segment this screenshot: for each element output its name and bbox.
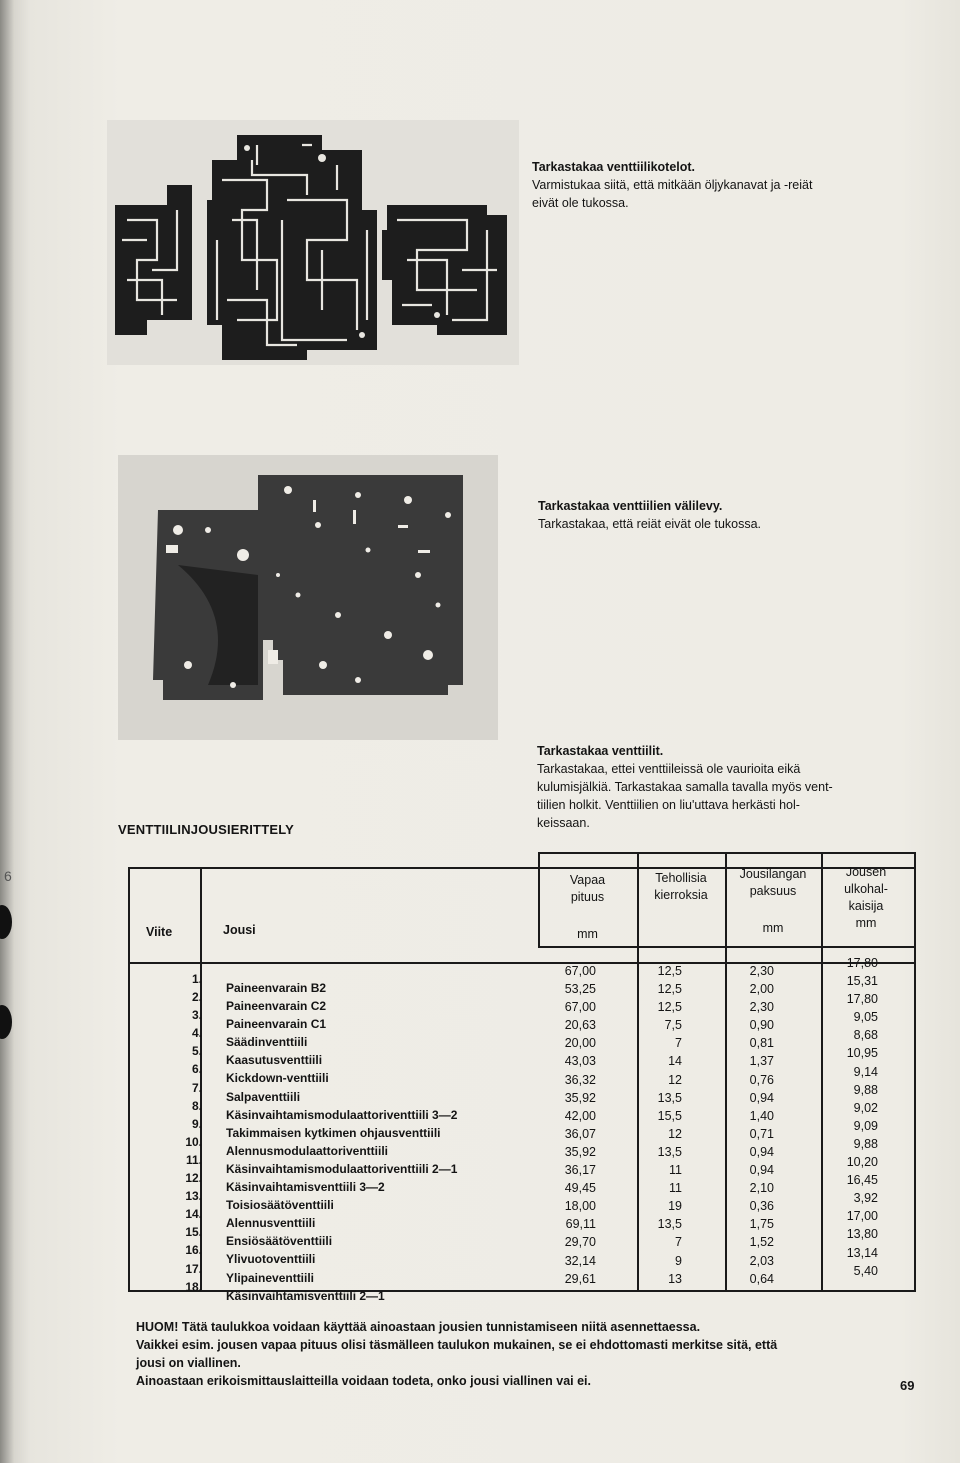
table-cell-ulkohalkaisija: 9,09 (853, 1118, 878, 1133)
table-cell-jousilangan: 2,30 (749, 964, 774, 978)
table-cell-viite: 10. (185, 1134, 202, 1149)
caption-title: Tarkastakaa venttiilikotelot. (532, 160, 696, 174)
column-jousi (226, 979, 556, 1305)
header-line: Jousilangan (739, 867, 807, 881)
caption-line: tiilien holkit. Venttiilien on liu'uttava herkästi hol- (537, 798, 800, 812)
table-cell-viite: 2. (191, 990, 202, 1005)
table-cell-viite: 18. (185, 1279, 202, 1294)
table-cell-viite: 8. (191, 1098, 202, 1113)
table-cell-ulkohalkaisija: 17,80 (846, 992, 878, 1007)
table-cell-jousilangan: 2,00 (749, 982, 774, 997)
column-jousilangan-paksuus (728, 962, 774, 1288)
table-cell-tehollisia: 19 (668, 1199, 682, 1214)
header-line: ulkohal- (844, 882, 888, 896)
table-cell-vapaa-pituus: 32,14 (564, 1253, 596, 1268)
column-divider (725, 852, 727, 1290)
table-cell-jousilangan: 0,71 (749, 1126, 774, 1141)
table-cell-ulkohalkaisija: 15,31 (846, 974, 878, 989)
table-cell-ulkohalkaisija: 9,88 (853, 1136, 878, 1151)
table-cell-jousi: Paineenvarain C1 (226, 1017, 327, 1032)
caption-line: keissaan. (537, 816, 590, 830)
table-cell-jousilangan: 0,36 (749, 1199, 774, 1214)
header-jousi: Jousi (223, 923, 256, 937)
table-cell-vapaa-pituus: 20,63 (564, 1018, 596, 1033)
table-cell-jousi: Käsinvaihtamismodulaattoriventtiili 3—2 (226, 1107, 458, 1122)
table-cell-jousilangan: 2,10 (749, 1181, 774, 1196)
caption-title: Tarkastakaa venttiilien välilevy. (538, 499, 723, 513)
table-cell-vapaa-pituus: 49,45 (564, 1181, 596, 1196)
header-line: Tehollisia (655, 871, 707, 885)
table-cell-ulkohalkaisija: 5,40 (853, 1263, 878, 1278)
table-cell-jousi: Paineenvarain C2 (226, 999, 327, 1014)
table-cell-vapaa-pituus: 67,00 (564, 1000, 596, 1015)
table-cell-viite: 15. (185, 1225, 202, 1240)
caption-line: Tarkastakaa, että reiät eivät ole tukossa. (538, 517, 762, 531)
table-cell-vapaa-pituus: 18,00 (564, 1199, 596, 1214)
table-cell-jousi: Alennusmodulaattoriventtiili (226, 1143, 389, 1158)
table-cell-jousi: Kaasutusventtiili (226, 1053, 323, 1068)
table-cell-ulkohalkaisija: 17,80 (846, 956, 878, 970)
table-cell-jousi: Säädinventtiili (226, 1035, 308, 1050)
table-cell-viite: 9. (191, 1116, 202, 1131)
table-cell-jousilangan: 1,75 (749, 1217, 774, 1232)
caption-valves (537, 742, 833, 832)
table-cell-tehollisia: 12 (668, 1072, 682, 1087)
table-cell-ulkohalkaisija: 9,14 (853, 1064, 878, 1079)
table-cell-jousi: Käsinvaihtamisventtiili 3—2 (226, 1180, 385, 1195)
header-line: Vapaa (569, 873, 606, 887)
header-jousilangan-unit: mm (762, 921, 784, 935)
caption-title: Tarkastakaa venttiilit. (537, 744, 664, 758)
table-cell-tehollisia: 13,5 (657, 1090, 682, 1105)
table-cell-jousi: Ylivuotoventtiili (226, 1252, 316, 1267)
table-cell-viite: 4. (191, 1026, 202, 1041)
table-cell-tehollisia: 7 (675, 1235, 682, 1250)
caption-separator-plate (538, 497, 761, 533)
table-cell-vapaa-pituus: 53,25 (564, 982, 596, 997)
table-cell-jousilangan: 0,94 (749, 1090, 774, 1105)
table-cell-viite: 6. (191, 1062, 202, 1077)
table-cell-jousilangan: 0,94 (749, 1163, 774, 1178)
table-cell-ulkohalkaisija: 13,80 (846, 1227, 878, 1242)
table-cell-vapaa-pituus: 67,00 (564, 964, 596, 978)
valve-body-photo (107, 120, 519, 365)
caption-line: eivät ole tukossa. (532, 196, 629, 210)
table-cell-tehollisia: 12,5 (657, 964, 682, 978)
caption-line: kulumisjälkiä. Tarkastakaa samalla tavalla myös vent- (537, 780, 833, 794)
table-cell-viite: 3. (191, 1008, 202, 1023)
table-cell-tehollisia: 13,5 (657, 1217, 682, 1232)
table-cell-tehollisia: 9 (675, 1253, 682, 1268)
table-cell-viite: 14. (185, 1207, 202, 1222)
note-block (136, 1318, 896, 1390)
table-cell-vapaa-pituus: 20,00 (564, 1036, 596, 1051)
table-cell-jousilangan: 1,52 (749, 1235, 774, 1250)
table-cell-jousi: Alennusventtiili (226, 1216, 316, 1231)
column-vapaa-pituus (540, 962, 596, 1288)
table-cell-jousi: Ylipaineventtiili (226, 1270, 315, 1285)
header-separator (128, 962, 914, 964)
table-cell-tehollisia: 12,5 (657, 982, 682, 997)
table-cell-ulkohalkaisija: 9,05 (853, 1010, 878, 1025)
table-cell-jousilangan: 0,94 (749, 1144, 774, 1159)
table-cell-ulkohalkaisija: 10,20 (846, 1155, 878, 1170)
section-title: VENTTIILINJOUSIERITTELY (118, 822, 295, 837)
table-cell-jousilangan: 2,30 (749, 1000, 774, 1015)
header-viite: Viite (146, 925, 173, 939)
header-line: Jousen (845, 865, 887, 879)
table-cell-vapaa-pituus: 69,11 (565, 1217, 596, 1232)
table-cell-tehollisia: 13 (668, 1271, 682, 1286)
margin-mark: 6 (4, 868, 12, 884)
table-cell-jousi: Salpaventtiili (226, 1089, 301, 1104)
table-cell-jousi: Toisiosäätöventtiili (226, 1198, 334, 1213)
column-viite (158, 970, 202, 1296)
table-cell-jousi: Käsinvaihtamisventtiili 2—1 (226, 1288, 385, 1303)
table-cell-tehollisia: 14 (668, 1054, 682, 1069)
note-line: jousi on viallinen. (136, 1356, 241, 1370)
header-line: pituus (570, 890, 605, 904)
header-vapaa-pituus (538, 872, 637, 906)
table-cell-tehollisia: 15,5 (657, 1108, 682, 1123)
caption-line: Tarkastakaa, ettei venttiileissä ole vaurioita eikä (537, 762, 801, 776)
table-cell-tehollisia: 11 (669, 1163, 682, 1178)
table-cell-ulkohalkaisija: 10,95 (846, 1046, 878, 1061)
table-cell-jousilangan: 0,81 (749, 1036, 774, 1051)
caption-line: Varmistukaa siitä, että mitkään öljykanavat ja -reiät (532, 178, 813, 192)
note-line: Vaikkei esim. jousen vapaa pituus olisi täsmälleen taulukon mukainen, se ei ehdottomasti merkitse sitä, että (136, 1338, 778, 1352)
table-cell-ulkohalkaisija: 9,88 (853, 1082, 878, 1097)
table-cell-viite: 5. (191, 1044, 202, 1059)
table-cell-vapaa-pituus: 35,92 (564, 1090, 596, 1105)
table-cell-vapaa-pituus: 35,92 (564, 1144, 596, 1159)
table-cell-jousi: Takimmaisen kytkimen ohjausventtiili (226, 1125, 441, 1140)
table-cell-ulkohalkaisija: 13,14 (846, 1245, 878, 1260)
header-vapaa-unit: mm (577, 927, 598, 941)
page-number: 69 (900, 1378, 915, 1393)
table-cell-jousilangan: 0,76 (749, 1072, 774, 1087)
table-cell-jousi: Paineenvarain B2 (226, 981, 327, 995)
column-tehollisia (638, 962, 682, 1288)
table-cell-jousilangan: 0,90 (749, 1018, 774, 1033)
table-cell-vapaa-pituus: 43,03 (564, 1054, 596, 1069)
table-cell-ulkohalkaisija: 16,45 (846, 1173, 878, 1188)
table-cell-tehollisia: 12,5 (657, 1000, 682, 1015)
spring-spec-table (128, 852, 916, 1303)
table-cell-tehollisia: 12 (668, 1126, 682, 1141)
header-jousilangan (725, 866, 821, 900)
table-cell-jousi: Ensiösäätöventtiili (226, 1234, 333, 1249)
table-cell-viite: 11. (185, 1152, 202, 1167)
table-cell-vapaa-pituus: 29,70 (564, 1235, 596, 1250)
table-cell-ulkohalkaisija: 8,68 (853, 1028, 878, 1043)
table-cell-tehollisia: 13,5 (657, 1144, 682, 1159)
header-ulkohalkaisija (821, 864, 911, 932)
table-cell-vapaa-pituus: 36,32 (564, 1072, 596, 1087)
table-cell-jousilangan: 1,37 (749, 1054, 774, 1069)
table-cell-tehollisia: 7,5 (664, 1018, 682, 1033)
table-cell-viite: 1. (191, 972, 202, 986)
caption-valve-bodies (532, 158, 812, 212)
header-line: kaisija (848, 899, 884, 913)
table-cell-ulkohalkaisija: 17,00 (846, 1209, 878, 1224)
header-line: kierroksia (654, 888, 708, 902)
binder-edge (0, 0, 14, 1463)
table-cell-vapaa-pituus: 36,17 (564, 1163, 596, 1178)
table-cell-vapaa-pituus: 36,07 (564, 1126, 596, 1141)
column-ulkohalkaisija (828, 954, 878, 1280)
header-line: mm (855, 916, 877, 930)
table-cell-viite: 7. (191, 1080, 202, 1095)
table-cell-jousilangan: 2,03 (749, 1253, 774, 1268)
table-cell-jousi: Kickdown-venttiili (226, 1071, 329, 1086)
note-line: HUOM! Tätä taulukkoa voidaan käyttää ainoastaan jousien tunnistamiseen niitä asennettaessa. (136, 1320, 701, 1334)
table-cell-viite: 12. (185, 1171, 202, 1186)
table-cell-vapaa-pituus: 42,00 (564, 1108, 596, 1123)
note-line: Ainoastaan erikoismittauslaitteilla voidaan todeta, onko jousi viallinen vai ei. (136, 1374, 591, 1388)
table-cell-ulkohalkaisija: 9,02 (853, 1100, 878, 1115)
table-cell-viite: 13. (185, 1189, 202, 1204)
table-cell-viite: 16. (185, 1243, 202, 1258)
table-cell-viite: 17. (185, 1261, 202, 1276)
table-cell-jousilangan: 0,64 (749, 1271, 774, 1286)
table-cell-ulkohalkaisija: 3,92 (853, 1191, 878, 1206)
table-cell-tehollisia: 7 (675, 1036, 682, 1051)
separator-plate-photo (118, 455, 498, 740)
table-cell-vapaa-pituus: 29,61 (564, 1271, 596, 1286)
table-cell-jousi: Käsinvaihtamismodulaattoriventtiili 2—1 (226, 1161, 458, 1176)
table-cell-tehollisia: 11 (669, 1181, 682, 1196)
header-line: paksuus (749, 884, 797, 898)
table-cell-jousilangan: 1,40 (749, 1108, 774, 1123)
header-tehollisia (637, 870, 725, 904)
